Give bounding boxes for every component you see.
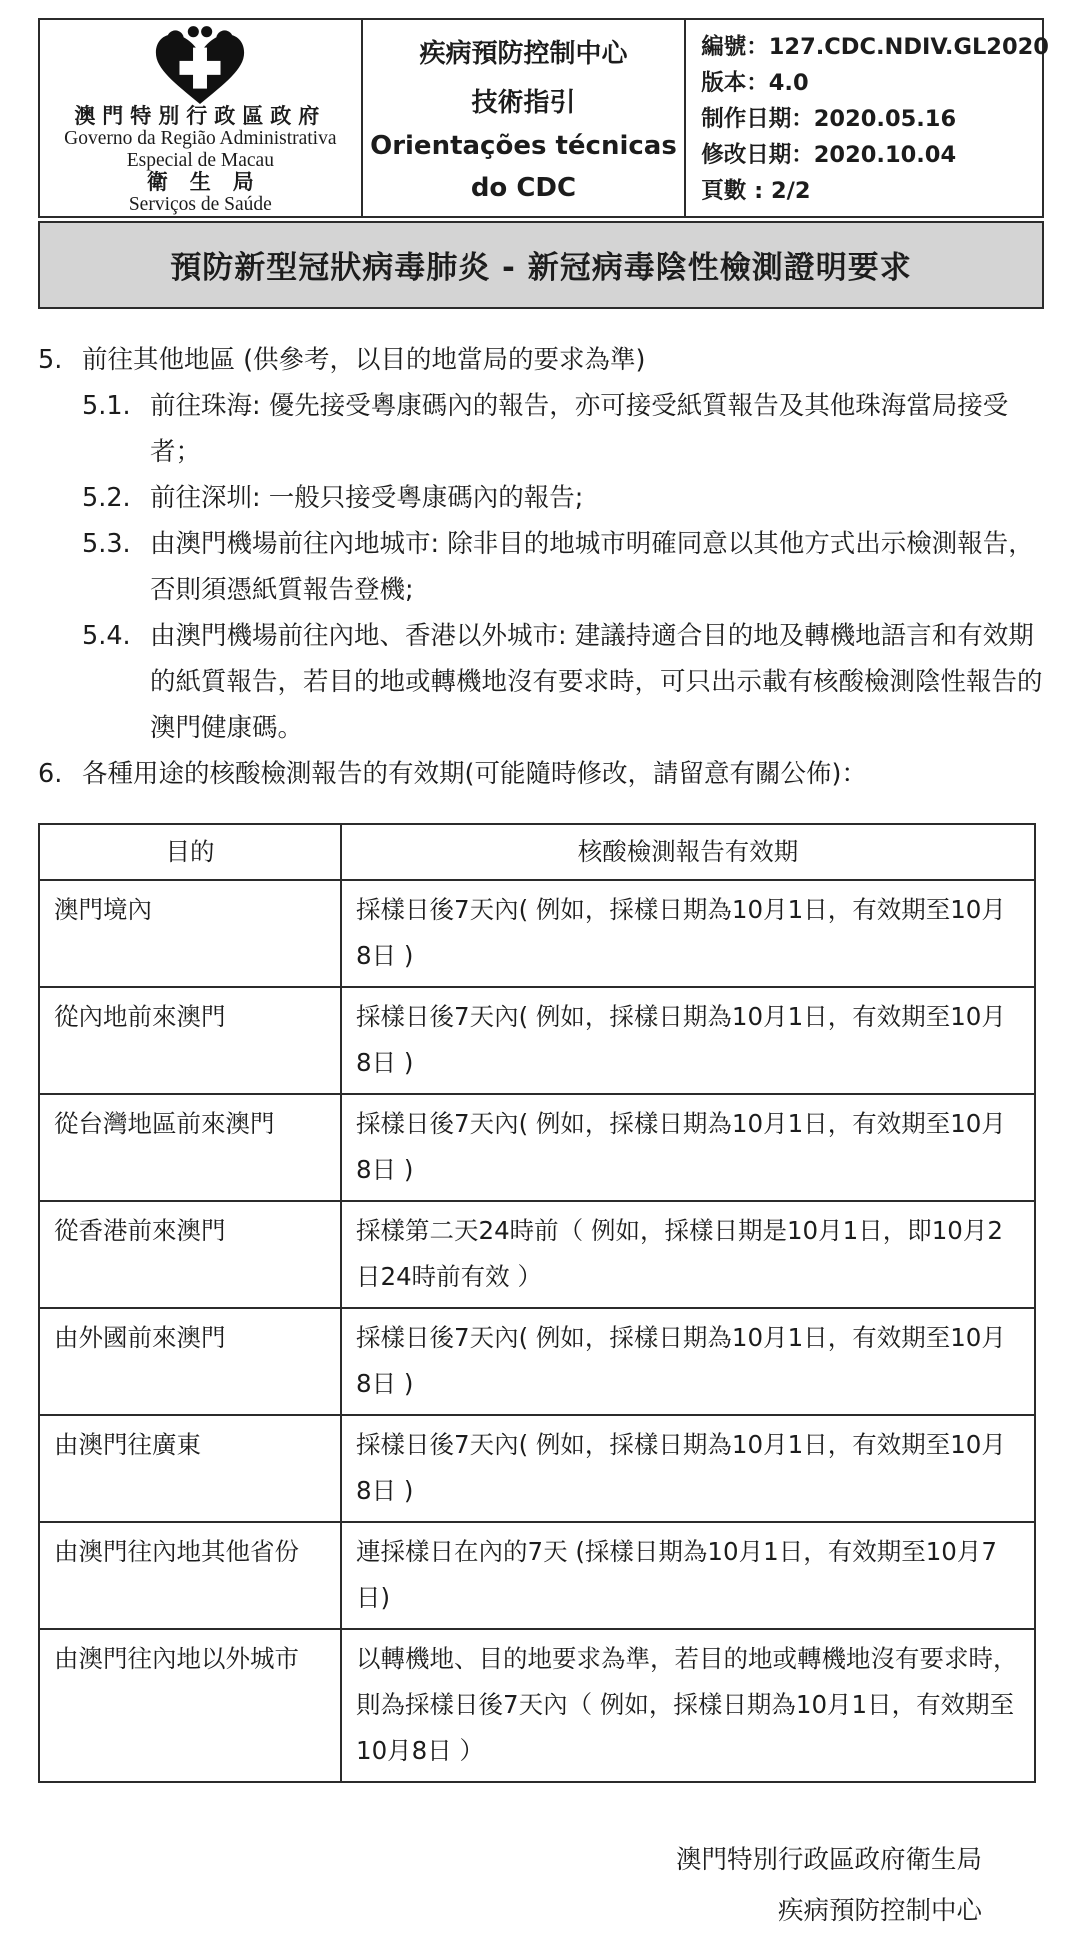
table-row — [39, 1201, 1035, 1308]
doc-page-count: 頁數 : 2/2 — [701, 178, 811, 204]
item-text: 由澳門機場前往內地城市: 除非目的地城市明確同意以其他方式出示檢測報告，否則須憑紙質報告登機; — [150, 528, 1034, 605]
table-row — [39, 880, 1035, 987]
table-row — [39, 1094, 1035, 1201]
cell-purpose: 從台灣地區前來澳門 — [39, 1094, 341, 1201]
doc-created-date: 制作日期：2020.05.16 — [701, 106, 957, 132]
org-bureau-zh: 衛生局 — [146, 169, 276, 194]
header-org-cell — [40, 20, 363, 216]
doc-type-line: 技術指引 — [471, 87, 576, 118]
macau-health-logo-icon — [148, 25, 252, 105]
org-name-pt-line1: Governo da Região Administrativa — [64, 128, 337, 150]
cell-validity: 採樣日後7天內( 例如，採樣日期為10月1日，有效期至10月8日 ) — [341, 987, 1035, 1094]
cell-purpose: 由澳門往廣東 — [39, 1415, 341, 1522]
doc-version: 版本：4.0 — [701, 70, 809, 96]
header-meta-cell — [686, 20, 1057, 216]
table-row — [39, 1522, 1035, 1629]
table-row — [39, 1629, 1035, 1782]
item-text: 前往珠海: 優先接受粵康碼內的報告，亦可接受紙質報告及其他珠海當局接受者； — [150, 390, 1009, 467]
list-item-5-3 — [82, 521, 1044, 613]
validity-table — [38, 823, 1036, 1783]
list-item-6 — [38, 751, 1044, 797]
list-item-5-4 — [82, 613, 1044, 751]
org-name-zh: 澳門特別行政區政府 — [74, 104, 327, 128]
list-item-5-2 — [82, 475, 1044, 521]
cell-purpose: 從內地前來澳門 — [39, 987, 341, 1094]
cell-validity: 連採樣日在內的7天 (採樣日期為10月1日，有效期至10月7日) — [341, 1522, 1035, 1629]
org-name-pt-line2: Especial de Macau — [126, 149, 274, 171]
document-footer — [38, 1835, 1044, 1937]
document-title-bar: 預防新型冠狀病毒肺炎 - 新冠病毒陰性檢測證明要求 — [38, 221, 1044, 309]
item-number: 5.3. — [82, 528, 131, 559]
table-row — [39, 1415, 1035, 1522]
item-number: 5. — [38, 344, 63, 375]
column-header-purpose: 目的 — [39, 824, 341, 880]
table-header-row — [39, 824, 1035, 880]
cell-validity: 以轉機地、目的地要求為準，若目的地或轉機地沒有要求時，則為採樣日後7天內（ 例如，採樣日期為10月1日，有效期至10月8日 ） — [341, 1629, 1035, 1782]
document-header — [38, 18, 1049, 218]
cell-purpose: 澳門境內 — [39, 880, 341, 987]
item-number: 6. — [38, 758, 63, 789]
header-doc-type-cell — [363, 20, 687, 216]
cell-purpose: 由外國前來澳門 — [39, 1308, 341, 1415]
cell-validity: 採樣日後7天內( 例如，採樣日期為10月1日，有效期至10月8日 ) — [341, 880, 1035, 987]
footer-dept-line: 疾病預防控制中心 — [777, 1895, 982, 1926]
item-text: 由澳門機場前往內地、香港以外城市: 建議持適合目的地及轉機地語言和有效期的紙質報告，若目的地或轉機地沒有要求時，可只出示載有核酸檢測陰性報告的澳門健康碼。 — [150, 620, 1043, 743]
cell-purpose: 由澳門往內地以外城市 — [39, 1629, 341, 1782]
item-number: 5.4. — [82, 620, 131, 651]
cell-validity: 採樣日後7天內( 例如，採樣日期為10月1日，有效期至10月8日 ) — [341, 1094, 1035, 1201]
item-text: 前往深圳: 一般只接受粵康碼內的報告; — [150, 482, 584, 513]
cell-purpose: 從香港前來澳門 — [39, 1201, 341, 1308]
item-text: 各種用途的核酸檢測報告的有效期(可能隨時修改，請留意有關公佈)： — [82, 758, 867, 789]
item-text: 前往其他地區 (供參考，以目的地當局的要求為準) — [82, 344, 646, 375]
doc-number: 編號：127.CDC.NDIV.GL2020 — [701, 34, 1049, 60]
column-header-validity: 核酸檢測報告有效期 — [341, 824, 1035, 880]
doc-type-line: Orientações técnicas — [370, 130, 677, 161]
doc-type-line: do CDC — [470, 172, 577, 203]
item-number: 5.2. — [82, 482, 131, 513]
list-item-5-1 — [82, 383, 1044, 475]
table-row — [39, 987, 1035, 1094]
doc-modified-date: 修改日期：2020.10.04 — [701, 142, 957, 168]
cell-validity: 採樣日後7天內( 例如，採樣日期為10月1日，有效期至10月8日 ) — [341, 1415, 1035, 1522]
cell-purpose: 由澳門往內地其他省份 — [39, 1522, 341, 1629]
cell-validity: 採樣第二天24時前（ 例如，採樣日期是10月1日，即10月2日24時前有效 ） — [341, 1201, 1035, 1308]
table-row — [39, 1308, 1035, 1415]
footer-org-line: 澳門特別行政區政府衛生局 — [675, 1844, 982, 1875]
cell-validity: 採樣日後7天內( 例如，採樣日期為10月1日，有效期至10月8日 ) — [341, 1308, 1035, 1415]
doc-type-line: 疾病預防控制中心 — [419, 38, 628, 69]
org-bureau-pt: Serviços de Saúde — [128, 194, 272, 216]
document-body — [38, 337, 1044, 797]
list-item-5 — [38, 337, 1044, 383]
item-number: 5.1. — [82, 390, 131, 421]
